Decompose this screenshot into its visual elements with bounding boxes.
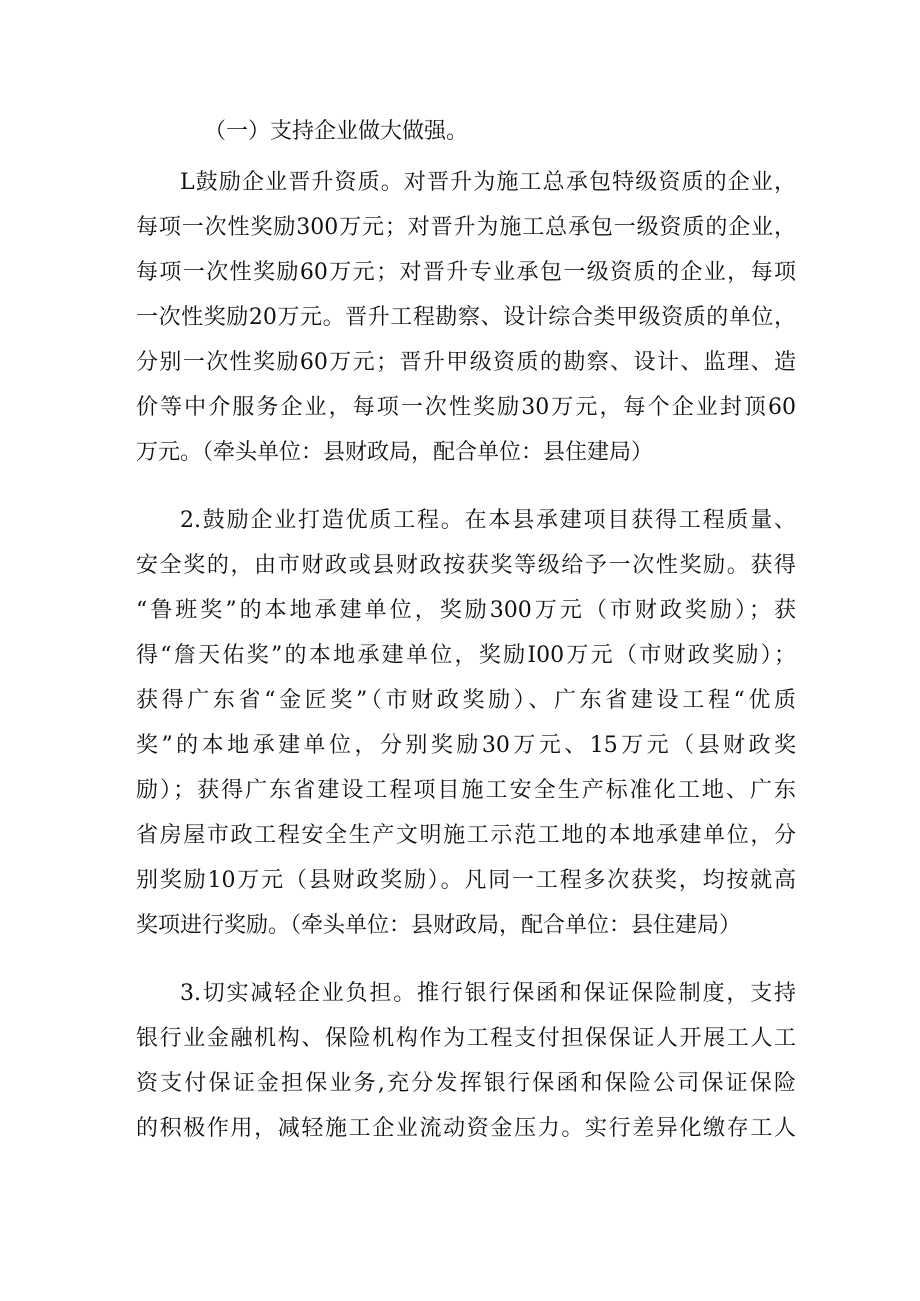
paragraph-2-line-6: 奖”的本地承建单位，分别奖励30万元、15万元（县财政奖 [136, 733, 796, 758]
paragraph-2-line-9: 别奖励10万元（县财政奖励）。凡同一工程多次获奖，均按就高 [136, 868, 796, 893]
paragraph-1-line-5: 分别一次性奖励60万元；晋升甲级资质的勘察、设计、监理、造 [136, 350, 796, 375]
paragraph-1-line-2: 每项一次性奖励300万元；对晋升为施工总承包一级资质的企业， [136, 215, 796, 240]
paragraph-1-line-7: 万元。（牵头单位：县财政局，配合单位：县住建局） [136, 440, 654, 465]
paragraph-2-line-7: 励）；获得广东省建设工程项目施工安全生产标准化工地、广东 [136, 778, 796, 803]
paragraph-1-line-1: L鼓励企业晋升资质。对晋升为施工总承包特级资质的企业， [180, 170, 796, 195]
paragraph-1-line-4: 一次性奖励20万元。晋升工程勘察、设计综合类甲级资质的单位， [136, 305, 796, 330]
paragraph-2-line-1: 2.鼓励企业打造优质工程。在本县承建项目获得工程质量、 [180, 508, 796, 533]
paragraph-2-line-3: “鲁班奖”的本地承建单位，奖励300万元（市财政奖励）；获 [136, 598, 796, 623]
paragraph-2-line-2: 安全奖的，由市财政或县财政按获奖等级给予一次性奖励。获得 [136, 553, 796, 578]
paragraph-2-line-5: 获得广东省“金匠奖”（市财政奖励）、广东省建设工程“优质 [136, 688, 796, 713]
paragraph-2-line-4: 得“詹天佑奖”的本地承建单位，奖励I00万元（市财政奖励）； [136, 643, 796, 668]
paragraph-2-line-8: 省房屋市政工程安全生产文明施工示范工地的本地承建单位，分 [136, 823, 796, 848]
paragraph-1-line-3: 每项一次性奖励60万元；对晋升专业承包一级资质的企业，每项 [136, 260, 796, 285]
paragraph-3-line-3: 资支付保证金担保业务,充分发挥银行保函和保险公司保证保险 [136, 1071, 796, 1096]
paragraph-3-line-2: 银行业金融机构、保险机构作为工程支付担保保证人开展工人工 [136, 1026, 796, 1051]
paragraph-2-line-10: 奖项进行奖励。（牵头单位：县财政局，配合单位：县住建局） [136, 913, 742, 938]
paragraph-3-line-1: 3.切实减轻企业负担。推行银行保函和保证保险制度，支持 [180, 981, 796, 1006]
section-heading: （一）支持企业做大做强。 [204, 119, 469, 144]
paragraph-3-line-4: 的积极作用，减轻施工企业流动资金压力。实行差异化缴存工人 [136, 1116, 796, 1141]
paragraph-1-line-6: 价等中介服务企业，每项一次性奖励30万元，每个企业封顶60 [136, 395, 796, 420]
